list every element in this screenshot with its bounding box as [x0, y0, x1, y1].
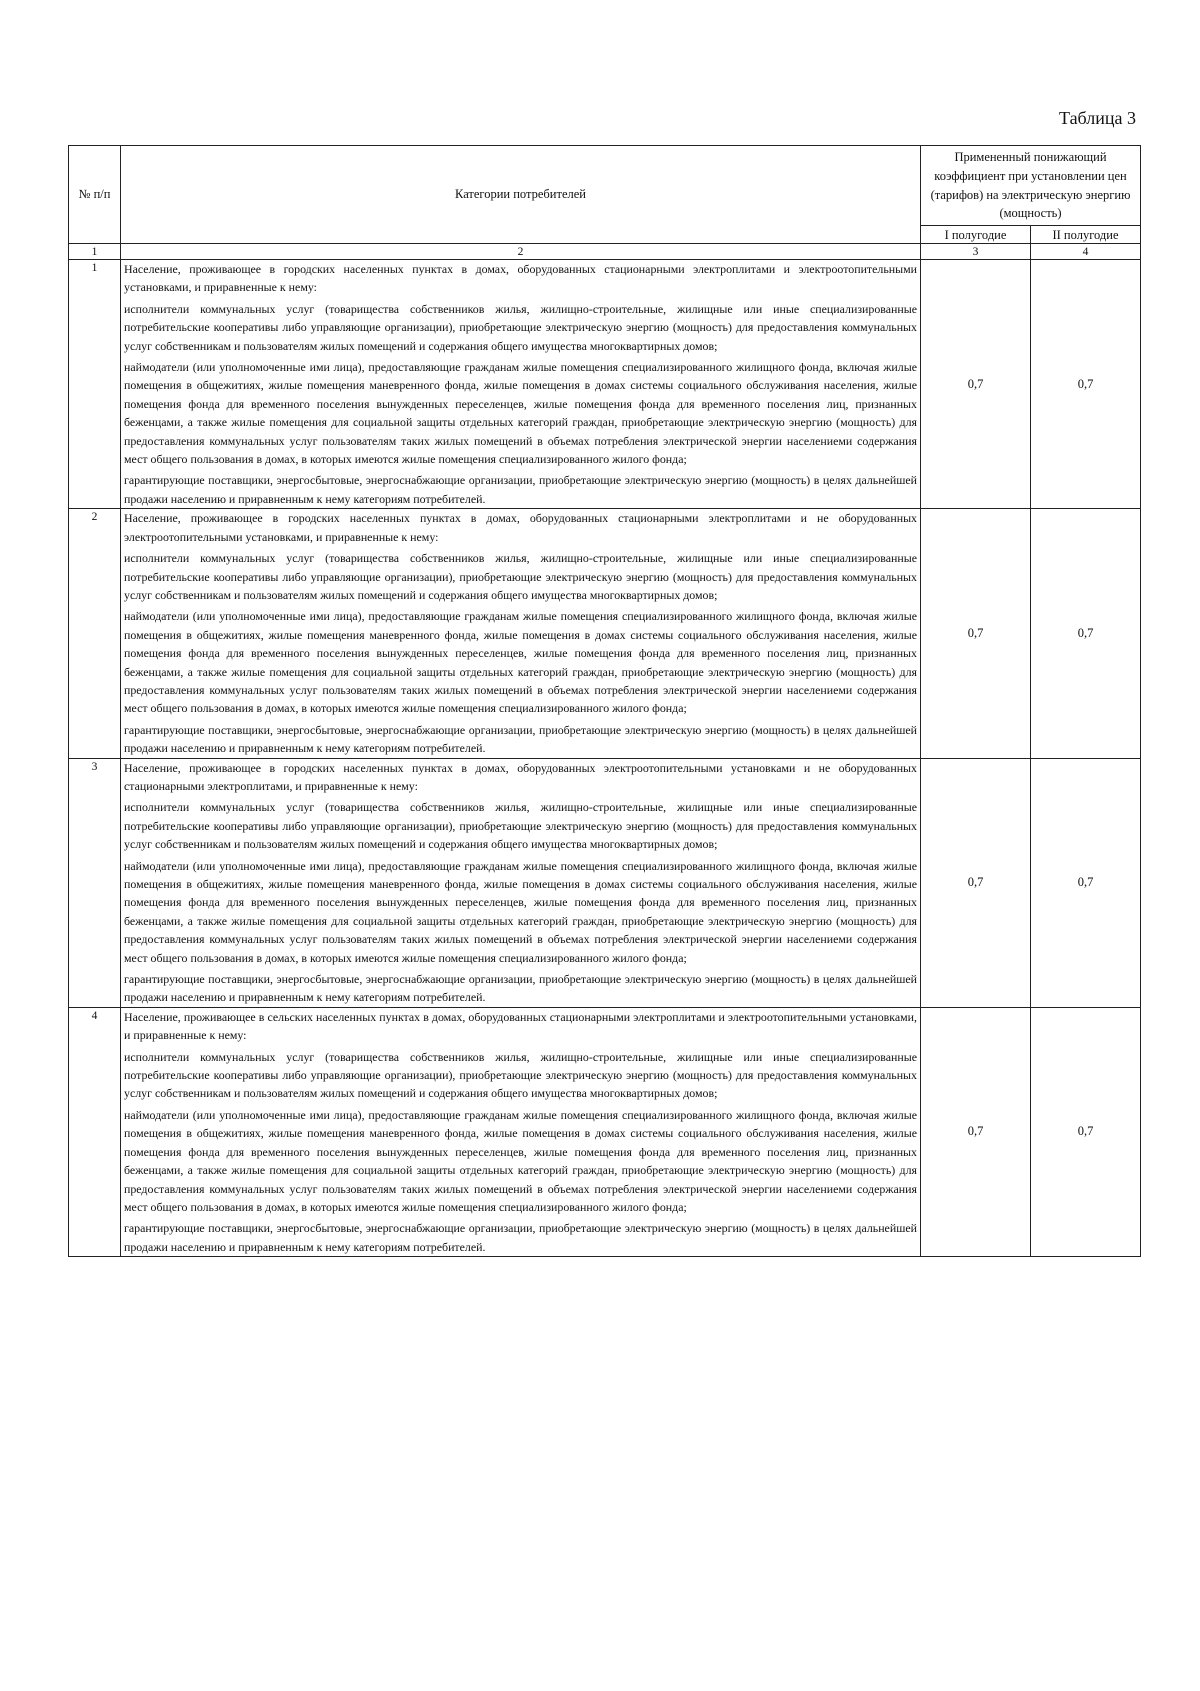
category-paragraph: исполнители коммунальных услуг (товарищества собственников жилья, жилищно-строительные, жилищные или иные специализированные потребительские кооперативы либо управляющие организации), приобретающие электрическую энергию (мощность) для предоставления коммунальных услуг собственникам и пользователям жилых помещений и содержания общего имущества многоквартирных домов; — [124, 301, 917, 353]
row-number: 1 — [69, 260, 121, 509]
column-index-row — [69, 244, 1141, 260]
category-description — [121, 260, 921, 509]
row-number: 2 — [69, 509, 121, 758]
coefficient-half-2: 0,7 — [1031, 758, 1141, 1007]
category-paragraph: гарантирующие поставщики, энергосбытовые, энергоснабжающие организации, приобретающие электрическую энергию (мощность) в целях дальнейшей продажи населению и приравненным к нему категориям потребителей. — [124, 1221, 917, 1254]
coefficient-half-1: 0,7 — [921, 1007, 1031, 1256]
header-num: № п/п — [69, 146, 121, 244]
tariff-coefficient-table — [68, 145, 1141, 1257]
category-description — [121, 758, 921, 1007]
table-label: Таблица 3 — [1059, 108, 1136, 128]
category-paragraph: наймодатели (или уполномоченные ими лица), предоставляющие гражданам жилые помещения специализированного жилищного фонда, включая жилые помещения в общежитиях, жилые помещения маневренного фонда, жилые помещения в домах системы социального обслуживания населения, жилые помещения фонда для временного поселения вынужденных переселенцев, жилые помещения фонда для временного поселения лиц, признанных беженцами, а также жилые помещения для социальной защиты отдельных категорий граждан, приобретающие электрическую энергию (мощность) для предоставления коммунальных услуг пользователям таких жилых помещений в объемах потребления электрической энергии населениеми содержания мест общего пользования в домах, в которых имеются жилые помещения специализированного жилого фонда; — [124, 1107, 917, 1214]
category-intro: Население, проживающее в городских населенных пунктах в домах, оборудованных стационарными электроплитами и электроотопительными установками, и приравненные к нему: — [124, 262, 917, 295]
header-half-2: II полугодие — [1031, 226, 1141, 244]
coefficient-half-2: 0,7 — [1031, 509, 1141, 758]
column-index: 2 — [121, 244, 921, 260]
header-coefficient: Примененный понижающий коэффициент при установлении цен (тарифов) на электрическую энергию (мощность) — [921, 146, 1141, 226]
category-intro: Население, проживающее в городских населенных пунктах в домах, оборудованных стационарными электроплитами и не оборудованных электроотопительными установками, и приравненные к нему: — [124, 511, 917, 544]
category-paragraph: гарантирующие поставщики, энергосбытовые, энергоснабжающие организации, приобретающие электрическую энергию (мощность) в целях дальнейшей продажи населению и приравненным к нему категориям потребителей. — [124, 972, 917, 1005]
coefficient-half-1: 0,7 — [921, 758, 1031, 1007]
coefficient-half-2: 0,7 — [1031, 1007, 1141, 1256]
category-intro: Население, проживающее в городских населенных пунктах в домах, оборудованных электроотопительными установками и не оборудованных стационарными электроплитами, и приравненные к нему: — [124, 760, 917, 793]
coefficient-half-1: 0,7 — [921, 260, 1031, 509]
header-row — [69, 146, 1141, 226]
category-paragraph: наймодатели (или уполномоченные ими лица), предоставляющие гражданам жилые помещения специализированного жилищного фонда, включая жилые помещения в общежитиях, жилые помещения маневренного фонда, жилые помещения в домах системы социального обслуживания населения, жилые помещения фонда для временного поселения вынужденных переселенцев, жилые помещения фонда для временного поселения лиц, признанных беженцами, а также жилые помещения для социальной защиты отдельных категорий граждан, приобретающие электрическую энергию (мощность) для предоставления коммунальных услуг пользователям таких жилых помещений в объемах потребления электрической энергии населениеми содержания мест общего пользования в домах, в которых имеются жилые помещения специализированного жилого фонда; — [124, 609, 917, 716]
table-row — [69, 1007, 1141, 1256]
category-paragraph: наймодатели (или уполномоченные ими лица), предоставляющие гражданам жилые помещения специализированного жилищного фонда, включая жилые помещения в общежитиях, жилые помещения маневренного фонда, жилые помещения в домах системы социального обслуживания населения, жилые помещения фонда для временного поселения вынужденных переселенцев, жилые помещения фонда для временного поселения лиц, признанных беженцами, а также жилые помещения для социальной защиты отдельных категорий граждан, приобретающие электрическую энергию (мощность) для предоставления коммунальных услуг пользователям таких жилых помещений в объемах потребления электрической энергии населениеми содержания мест общего пользования в домах, в которых имеются жилые помещения специализированного жилого фонда; — [124, 858, 917, 965]
category-intro: Население, проживающее в сельских населенных пунктах в домах, оборудованных стационарными электроплитами и электроотопительными установками, и приравненные к нему: — [124, 1009, 917, 1043]
category-paragraph: исполнители коммунальных услуг (товарищества собственников жилья, жилищно-строительные, жилищные или иные специализированные потребительские кооперативы либо управляющие организации), приобретающие электрическую энергию (мощность) для предоставления коммунальных услуг собственникам и пользователям жилых помещений и содержания общего имущества многоквартирных домов; — [124, 551, 917, 602]
column-index: 3 — [921, 244, 1031, 260]
row-number: 4 — [69, 1007, 121, 1256]
category-paragraph: гарантирующие поставщики, энергосбытовые, энергоснабжающие организации, приобретающие электрическую энергию (мощность) в целях дальнейшей продажи населению и приравненным к нему категориям потребителей. — [124, 722, 917, 756]
header-half-1: I полугодие — [921, 226, 1031, 244]
category-paragraph: наймодатели (или уполномоченные ими лица), предоставляющие гражданам жилые помещения специализированного жилищного фонда, включая жилые помещения в общежитиях, жилые помещения маневренного фонда, жилые помещения в домах системы социального обслуживания населения, жилые помещения фонда для временного поселения вынужденных переселенцев, жилые помещения фонда для временного поселения лиц, признанных беженцами, а также жилые помещения для социальной защиты отдельных категорий граждан, приобретающие электрическую энергию (мощность) для предоставления коммунальных услуг пользователям таких жилых помещений в объемах потребления электрической энергии населениеми содержания мест общего пользования в домах, в которых имеются жилые помещения специализированного жилого фонда; — [124, 360, 917, 467]
table-row — [69, 758, 1141, 1007]
table-row — [69, 509, 1141, 758]
category-paragraph: исполнители коммунальных услуг (товарищества собственников жилья, жилищно-строительные, жилищные или иные специализированные потребительские кооперативы либо управляющие организации), приобретающие электрическую энергию (мощность) для предоставления коммунальных услуг собственникам и пользователям жилых помещений и содержания общего имущества многоквартирных домов; — [124, 1049, 917, 1101]
coefficient-half-2: 0,7 — [1031, 260, 1141, 509]
table-row — [69, 260, 1141, 509]
category-description — [121, 509, 921, 758]
category-paragraph: гарантирующие поставщики, энергосбытовые, энергоснабжающие организации, приобретающие электрическую энергию (мощность) в целях дальнейшей продажи населению и приравненным к нему категориям потребителей. — [124, 473, 917, 506]
column-index: 1 — [69, 244, 121, 260]
header-category: Категории потребителей — [121, 146, 921, 244]
row-number: 3 — [69, 758, 121, 1007]
column-index: 4 — [1031, 244, 1141, 260]
category-description — [121, 1007, 921, 1256]
coefficient-half-1: 0,7 — [921, 509, 1031, 758]
category-paragraph: исполнители коммунальных услуг (товарищества собственников жилья, жилищно-строительные, жилищные или иные специализированные потребительские кооперативы либо управляющие организации), приобретающие электрическую энергию (мощность) для предоставления коммунальных услуг собственникам и пользователям жилых помещений и содержания общего имущества многоквартирных домов; — [124, 800, 917, 852]
